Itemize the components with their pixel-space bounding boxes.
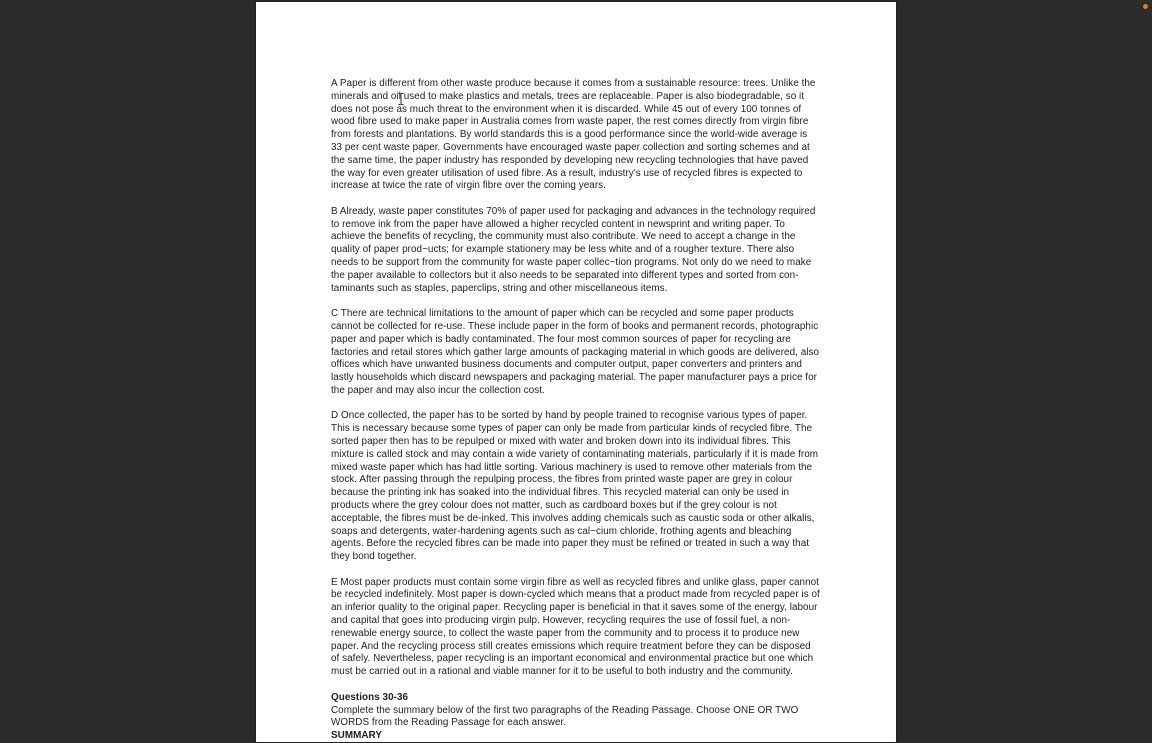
paragraph-d: D Once collected, the paper has to be sorted by hand by people trained to recognise various types of paper. This is necessary because some types of paper can only be made from particular kinds of recycled fibre. The sorted paper then has to be repulped or mixed with water and broken down into its individual fibres. This mixture is called stock and may contain a wide variety of contaminating materials, particularly if it is made from mixed waste paper which has had little sorting. Various machinery is used to remove other materials from the stock. After passing through the repulping process, the fibres from printed waste paper are grey in colour because the printing ink has soaked into the individual fibres. This recycled material can only be used in products where the grey colour does not matter, such as cardboard boxes but if the grey colour is not acceptable, the fibres must be de-inked. This involves adding chemicals such as caustic soda or other alkalis, soaps and detergents, water-hardening agents such as cal~cium chloride, frothing agents and bleaching agents. Before the recycled fibres can be made into paper they must be refined or treated in such a way that they bond together.	[331, 410, 819, 563]
status-indicator-dot	[1143, 4, 1148, 9]
questions-heading: Questions 30-36	[331, 691, 409, 703]
instruction-line-1: Complete the summary below of the first two paragraphs of the Reading Passage. Choose ONE OR TWO	[331, 704, 799, 716]
paragraph-e: E Most paper products must contain some virgin fibre as well as recycled fibres and unlike glass, paper cannot be recycled indefinitely. Most paper is down-cycled which means that a product made from recycled paper is of an inferior quality to the original paper. Recycling paper is beneficial in that it saves some of the energy, labour and capital that goes into producing virgin pulp. However, recycling requires the use of fossil fuel, a non-renewable energy source, to collect the waste paper from the community and to process it to produce new paper. And the recycling process still creates emissions which require treatment before they can be disposed of safely. Nevertheless, paper recycling is an important economical and environmental practice but one which must be carried out in a rational and viable manner for it to be useful to both industry and the community.	[331, 576, 820, 678]
paragraph-c: C There are technical limitations to the amount of paper which can be recycled and some paper products cannot be collected for re-use. These include paper in the form of books and permanent records, photographic paper and paper which is badly contaminated. The four most common sources of paper for recycling are factories and retail stores which gather large amounts of packaging material in which goods are delivered, also offices which have unwanted business documents and computer output, paper converters and printers and lastly households which discard newspapers and packaging material. The paper manufacturer pays a price for the paper and may also incur the collection cost.	[331, 308, 820, 396]
document-page[interactable]	[256, 2, 896, 742]
paragraph-a: A Paper is different from other waste produce because it comes from a sustainable resource: trees. Unlike the minerals and oil used to make plastics and metals, trees are replaceable. Paper is also biodegradable, so it does not pose as much threat to the environment when it is discarded. While 45 out of every 100 tonnes of wood fibre used to make paper in Australia comes from waste paper, the rest comes directly from virgin fibre from forests and plantations. By world standards this is a good performance since the world-wide average is 33 per cent waste paper. Governments have encouraged waste paper collection and sorting schemes and at the same time, the paper industry has responded by developing new recycling technologies that have paved the way for even greater utilisation of used fibre. As a result, industry's use of recycled fibres is expected to increase at twice the rate of virgin fibre over the coming years.	[331, 78, 816, 192]
text-cursor-icon	[398, 93, 404, 105]
instruction-line-2: WORDS from the Reading Passage for each answer.	[331, 717, 567, 729]
paragraph-b: B Already, waste paper constitutes 70% of paper used for packaging and advances in the technology required to remove ink from the paper have allowed a higher recycled content in newsprint and writing paper. To achieve the benefits of recycling, the community must also contribute. We need to accept a change in the quality of paper prod~ucts; for example stationery may be less white and of a rougher texture. There also needs to be support from the community for waste paper collec~tion programs. Not only do we need to make the paper available to collectors but it also needs to be separated into different types and sorted from con-taminants such as staples, paperclips, string and other miscellaneous items.	[331, 205, 816, 294]
summary-heading: SUMMARY	[331, 730, 383, 742]
document-text	[331, 78, 821, 743]
